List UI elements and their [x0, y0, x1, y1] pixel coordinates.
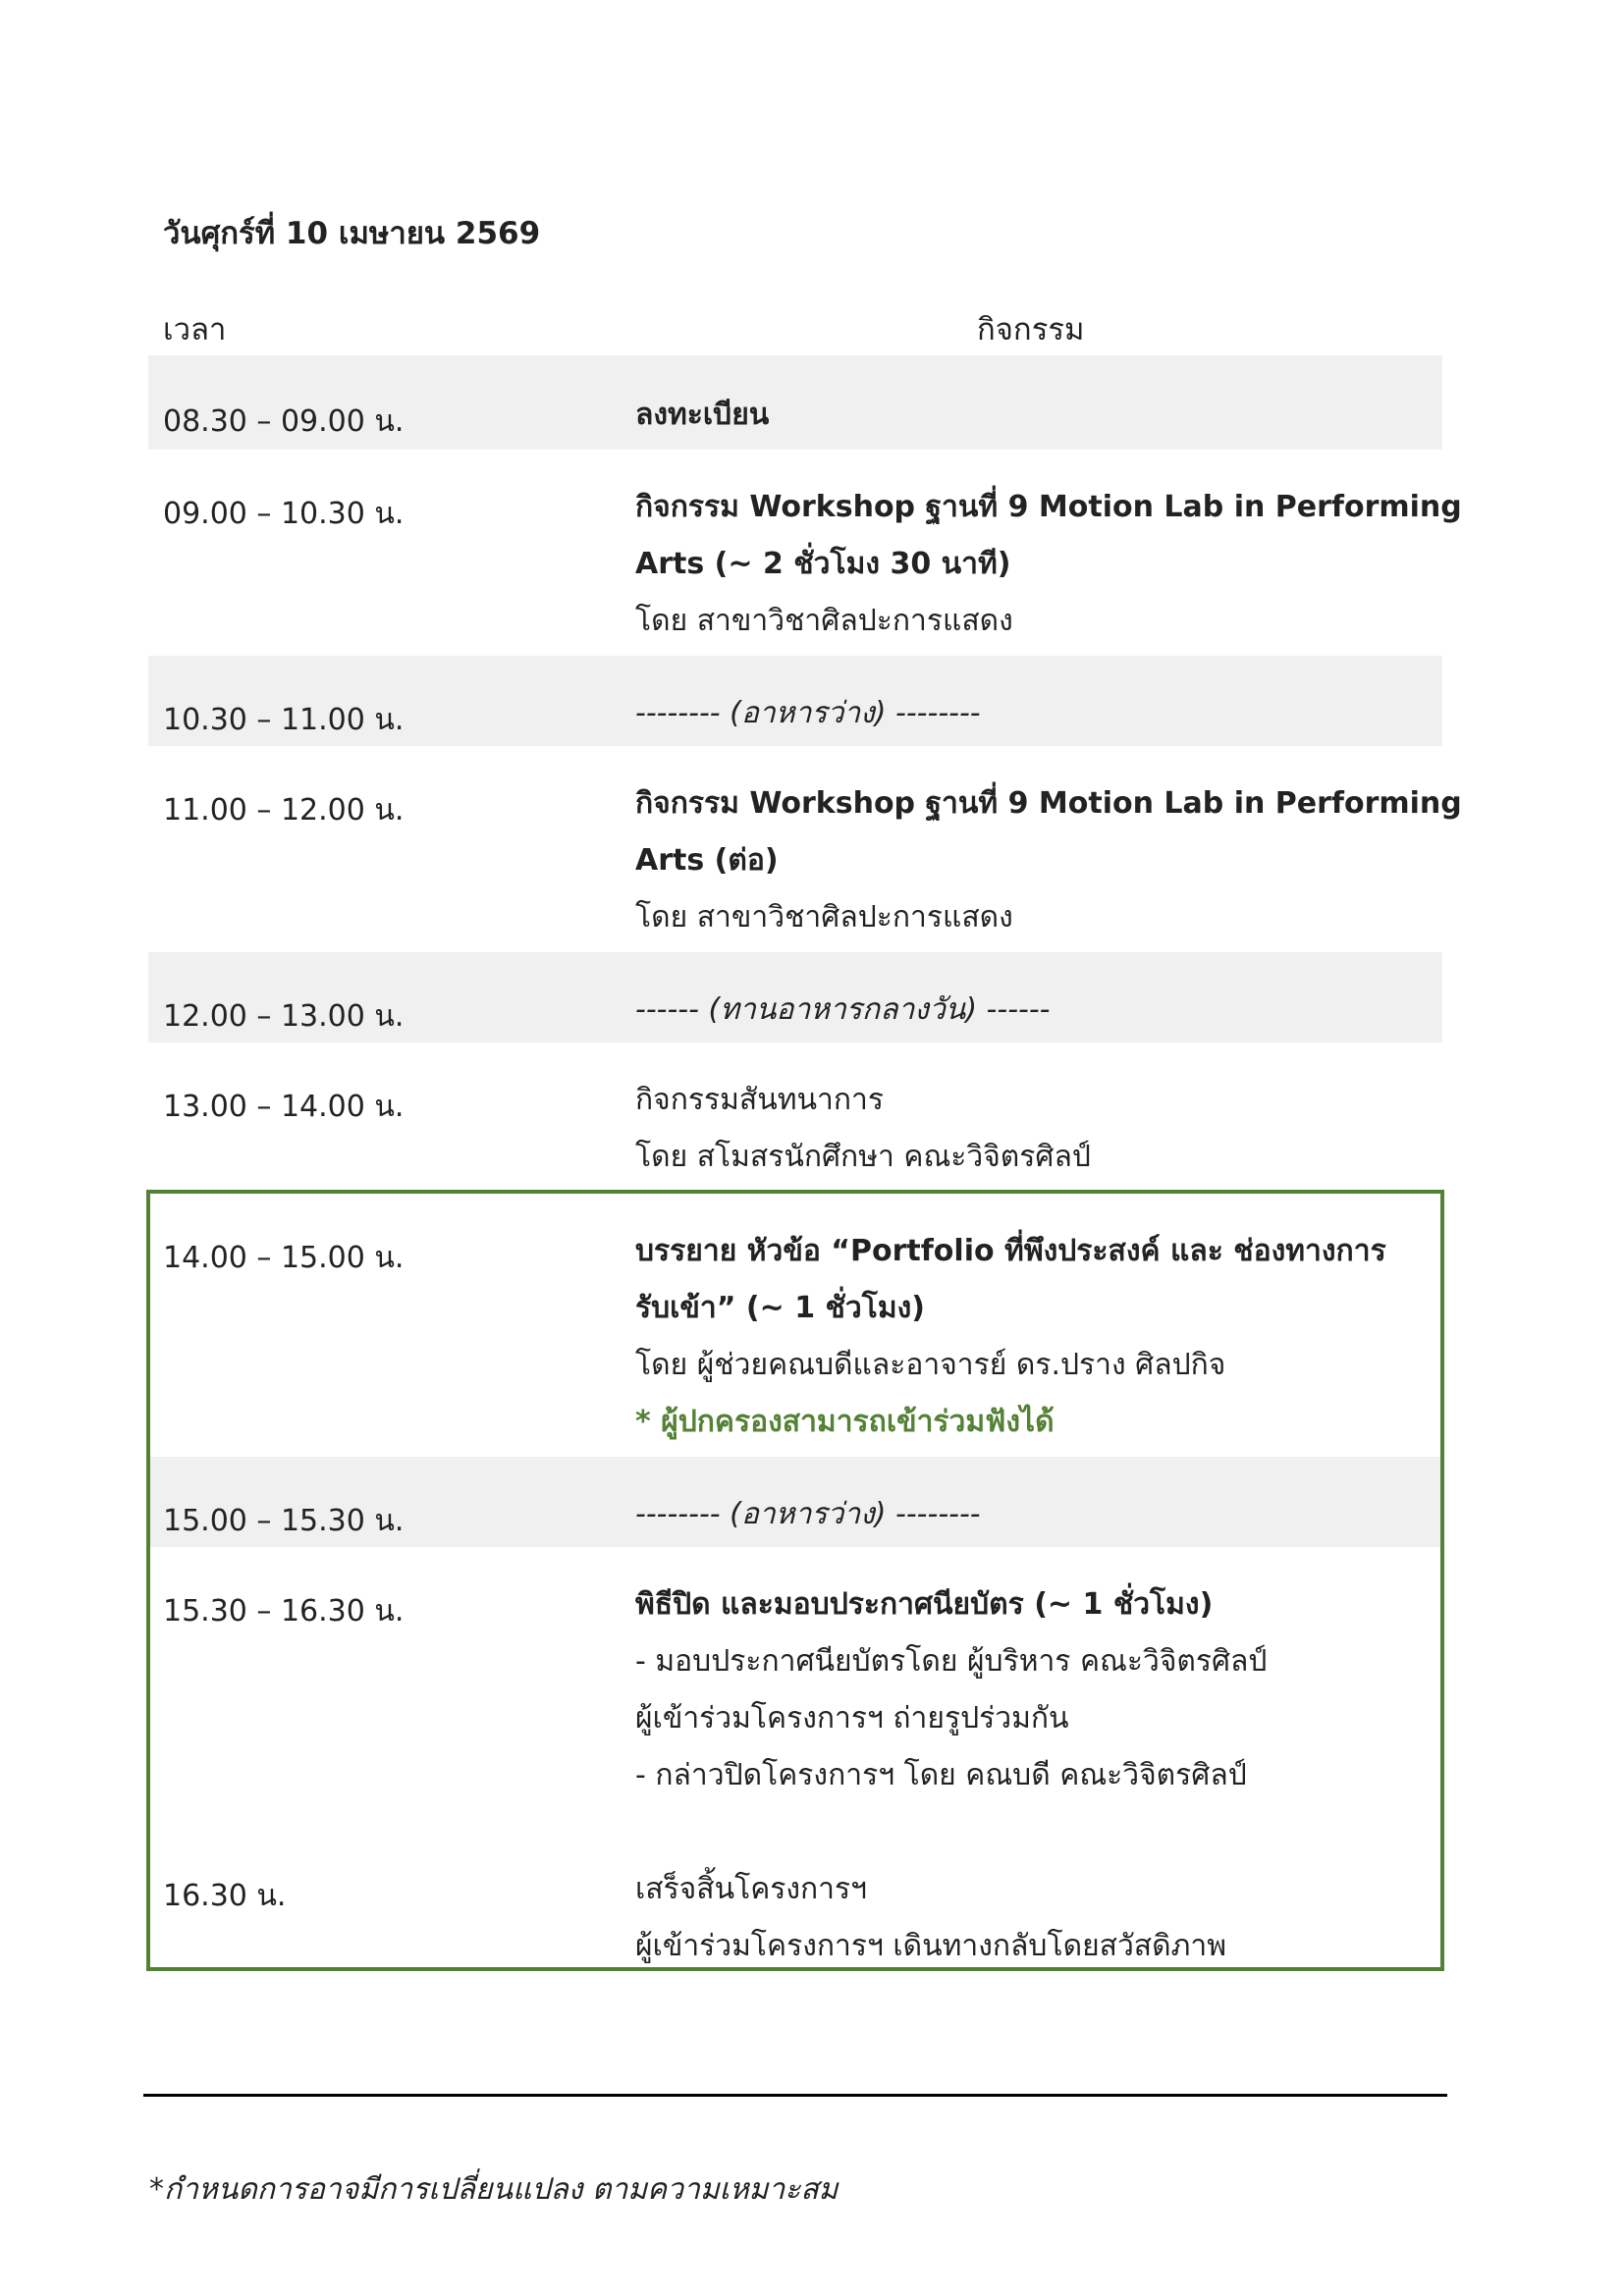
row-time: 08.30 – 09.00 น.	[163, 404, 405, 439]
activity-line: กิจกรรม Workshop ฐานที่ 9 Motion Lab in Performing	[635, 490, 1462, 524]
activity-line: ผู้เข้าร่วมโครงการฯ ถ่ายรูปร่วมกัน	[635, 1701, 1069, 1735]
activity-line: โดย สาขาวิชาศิลปะการแสดง	[635, 604, 1013, 638]
footnote: *กำหนดการอาจมีการเปลี่ยนแปลง ตามความเหมาะสม	[149, 2172, 839, 2207]
activity-line: - มอบประกาศนียบัตรโดย ผู้บริหาร คณะวิจิตรศิลป์	[635, 1644, 1268, 1679]
activity-line: กิจกรรม Workshop ฐานที่ 9 Motion Lab in Performing	[635, 786, 1462, 821]
activity-line: ลงทะเบียน	[635, 398, 770, 432]
schedule-row-end	[148, 1832, 1442, 1963]
page-title: วันศุกร์ที่ 10 เมษายน 2569	[163, 216, 541, 251]
schedule-row-registration	[148, 355, 1442, 450]
parent-note: * ผู้ปกครองสามารถเข้าร่วมฟังได้	[635, 1405, 1055, 1439]
activity-line: กิจกรรมสันทนาการ	[635, 1083, 884, 1117]
activity-line: Arts (ต่อ)	[635, 843, 779, 878]
schedule-row-lunch	[148, 952, 1442, 1042]
footer-divider	[143, 2094, 1447, 2097]
schedule-row-lecture	[148, 1194, 1442, 1457]
activity-line: -------- (อาหารว่าง) --------	[635, 696, 981, 730]
row-time: 11.00 – 12.00 น.	[163, 793, 405, 828]
row-activity	[635, 1486, 1421, 1543]
row-activity	[635, 1861, 1421, 1975]
activity-line: - กล่าวปิดโครงการฯ โดย คณบดี คณะวิจิตรศิลป์	[635, 1758, 1247, 1792]
activity-line: โดย ผู้ช่วยคณบดีและอาจารย์ ดร.ปราง ศิลปกิจ	[635, 1348, 1226, 1382]
schedule-row-workshop	[148, 450, 1462, 656]
row-activity	[635, 982, 1421, 1039]
activity-line: พิธีปิด และมอบประกาศนียบัตร (~ 1 ชั่วโมง)	[635, 1587, 1214, 1622]
row-activity	[635, 387, 1421, 444]
row-time: 09.00 – 10.30 น.	[163, 497, 405, 531]
row-time: 16.30 น.	[163, 1879, 287, 1913]
header-activity: กิจกรรม	[977, 312, 1085, 347]
activity-line: -------- (อาหารว่าง) --------	[635, 1497, 981, 1531]
schedule-row-snack	[148, 656, 1442, 746]
schedule-row-recreation	[148, 1042, 1442, 1190]
row-activity	[635, 685, 1421, 742]
row-time: 14.00 – 15.00 น.	[163, 1241, 405, 1275]
activity-line: ผู้เข้าร่วมโครงการฯ เดินทางกลับโดยสวัสดิภาพ	[635, 1929, 1226, 1963]
schedule-row-snack-2	[148, 1457, 1442, 1547]
row-time: 13.00 – 14.00 น.	[163, 1090, 405, 1124]
activity-line: รับเข้า” (~ 1 ชั่วโมง)	[635, 1291, 925, 1325]
header-time: เวลา	[163, 312, 227, 347]
row-activity	[635, 775, 1462, 946]
row-activity	[635, 1223, 1421, 1451]
activity-line: โดย สโมสรนักศึกษา คณะวิจิตรศิลป์	[635, 1140, 1091, 1174]
row-time: 12.00 – 13.00 น.	[163, 999, 405, 1034]
row-activity	[635, 1072, 1421, 1186]
row-activity	[635, 1576, 1421, 1804]
activity-line: Arts (~ 2 ชั่วโมง 30 นาที)	[635, 547, 1011, 581]
activity-line: ------ (ทานอาหารกลางวัน) ------	[635, 992, 1051, 1027]
row-activity	[635, 479, 1462, 650]
schedule-row-workshop-continued	[148, 746, 1462, 952]
row-time: 15.00 – 15.30 น.	[163, 1504, 405, 1538]
activity-line: บรรยาย หัวข้อ “Portfolio ที่พึงประสงค์ และ ช่องทางการ	[635, 1234, 1386, 1268]
row-time: 15.30 – 16.30 น.	[163, 1594, 405, 1629]
row-time: 10.30 – 11.00 น.	[163, 703, 405, 737]
activity-line: โดย สาขาวิชาศิลปะการแสดง	[635, 900, 1013, 934]
activity-line: เสร็จสิ้นโครงการฯ	[635, 1872, 867, 1906]
schedule-row-closing	[148, 1547, 1442, 1832]
